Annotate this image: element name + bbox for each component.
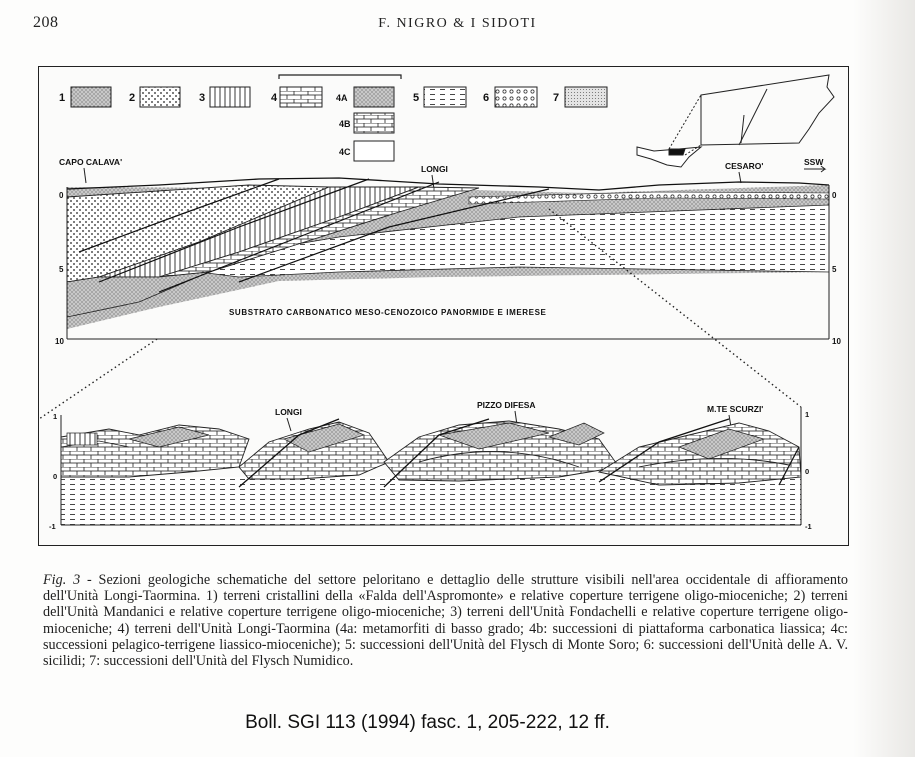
citation-line: Boll. SGI 113 (1994) fasc. 1, 205-222, 12 ff. <box>245 712 610 733</box>
legend-swatch-4 <box>280 87 322 107</box>
place-longi-upper: LONGI <box>421 164 448 174</box>
figure-caption <box>43 572 848 669</box>
detail-guide-left <box>39 339 157 419</box>
map-region-outline <box>701 75 834 145</box>
depth-0-right: 0 <box>832 191 837 200</box>
place-pizzo-difesa: PIZZO DIFESA <box>477 400 536 410</box>
caption-label: Fig. 3 <box>43 572 81 588</box>
lower-depth-m1-right: -1 <box>805 522 812 531</box>
legend-swatch-5 <box>424 87 466 107</box>
legend-label-4b: 4B <box>339 119 351 129</box>
legend-label-2: 2 <box>129 92 136 104</box>
upper-section <box>55 157 841 346</box>
legend-swatch-4c <box>354 141 394 161</box>
place-cesaro: CESARO' <box>725 161 764 171</box>
lower-depth-0-left: 0 <box>53 472 58 481</box>
legend-label-7: 7 <box>553 92 560 104</box>
depth-5-right: 5 <box>832 265 837 274</box>
location-map <box>637 75 834 167</box>
depth-5-left: 5 <box>59 265 64 274</box>
legend <box>59 75 607 161</box>
geological-sections-figure <box>39 67 848 545</box>
lower-depth-0-right: 0 <box>805 467 810 476</box>
depth-0-left: 0 <box>59 191 64 200</box>
page-edge-shadow <box>853 0 915 757</box>
legend-swatch-6 <box>495 87 537 107</box>
lower-depth-1-left: 1 <box>53 412 58 421</box>
legend-swatch-4a <box>354 87 394 107</box>
legend-label-3: 3 <box>199 92 206 104</box>
legend-label-1: 1 <box>59 92 66 104</box>
legend-swatch-1 <box>71 87 111 107</box>
depth-10-right: 10 <box>832 337 841 346</box>
lower-depth-1-right: 1 <box>805 410 810 419</box>
substrate-label: SUBSTRATO CARBONATICO MESO-CENOZOICO PANORMIDE E IMERESE <box>229 308 547 317</box>
place-longi-lower: LONGI <box>275 407 302 417</box>
page-number: 208 <box>33 14 59 31</box>
legend-label-6: 6 <box>483 92 490 104</box>
depth-10-left: 10 <box>55 337 64 346</box>
legend-label-4a: 4A <box>336 93 348 103</box>
running-head: F. NIGRO & I SIDOTI <box>378 16 537 31</box>
lower-depth-m1-left: -1 <box>49 522 56 531</box>
legend-bracket-4 <box>279 75 401 79</box>
legend-swatch-2 <box>140 87 180 107</box>
unit-3-remnant <box>67 433 97 445</box>
legend-label-4: 4 <box>271 92 278 104</box>
study-area-marker <box>669 149 685 155</box>
legend-label-4c: 4C <box>339 147 351 157</box>
legend-swatch-4b <box>354 113 394 133</box>
place-capo-calava: CAPO CALAVA' <box>59 157 123 167</box>
lower-section <box>49 400 812 531</box>
legend-swatch-7 <box>565 87 607 107</box>
legend-label-5: 5 <box>413 92 420 104</box>
place-mte-scurzi: M.TE SCURZI' <box>707 404 764 414</box>
direction-ssw: SSW <box>804 157 824 167</box>
legend-swatch-3 <box>210 87 250 107</box>
figure-frame <box>38 66 849 546</box>
caption-text: - Sezioni geologiche schematiche del settore peloritano e dettaglio delle strutture visibili nell'area occidentale di affioramento dell'Unità Longi-Taormina. 1) terreni cristallini della «Falda dell'Aspromonte» e relative coperture terrigene oligo-mioceniche; 2) terreni dell'Unità Mandanici e relative coperture terrigene oligo-mioceniche; 3) terreni dell'Unità Fondachelli e relative coperture terrigene oligo-mioceniche; 4) terreni dell'Unità Longi-Taormina (4a: metamorfiti di basso grado; 4b: successioni di piattaforma carbonatica liassica; 4c: successioni pelagico-terrigene liassico-mioceniche); 5: successioni dell'Unità del Flysch di Monte Soro; 6: successioni dell'Unità delle A. V. sicilidi; 7: successioni dell'Unità del Flysch Numidico. <box>43 572 848 670</box>
